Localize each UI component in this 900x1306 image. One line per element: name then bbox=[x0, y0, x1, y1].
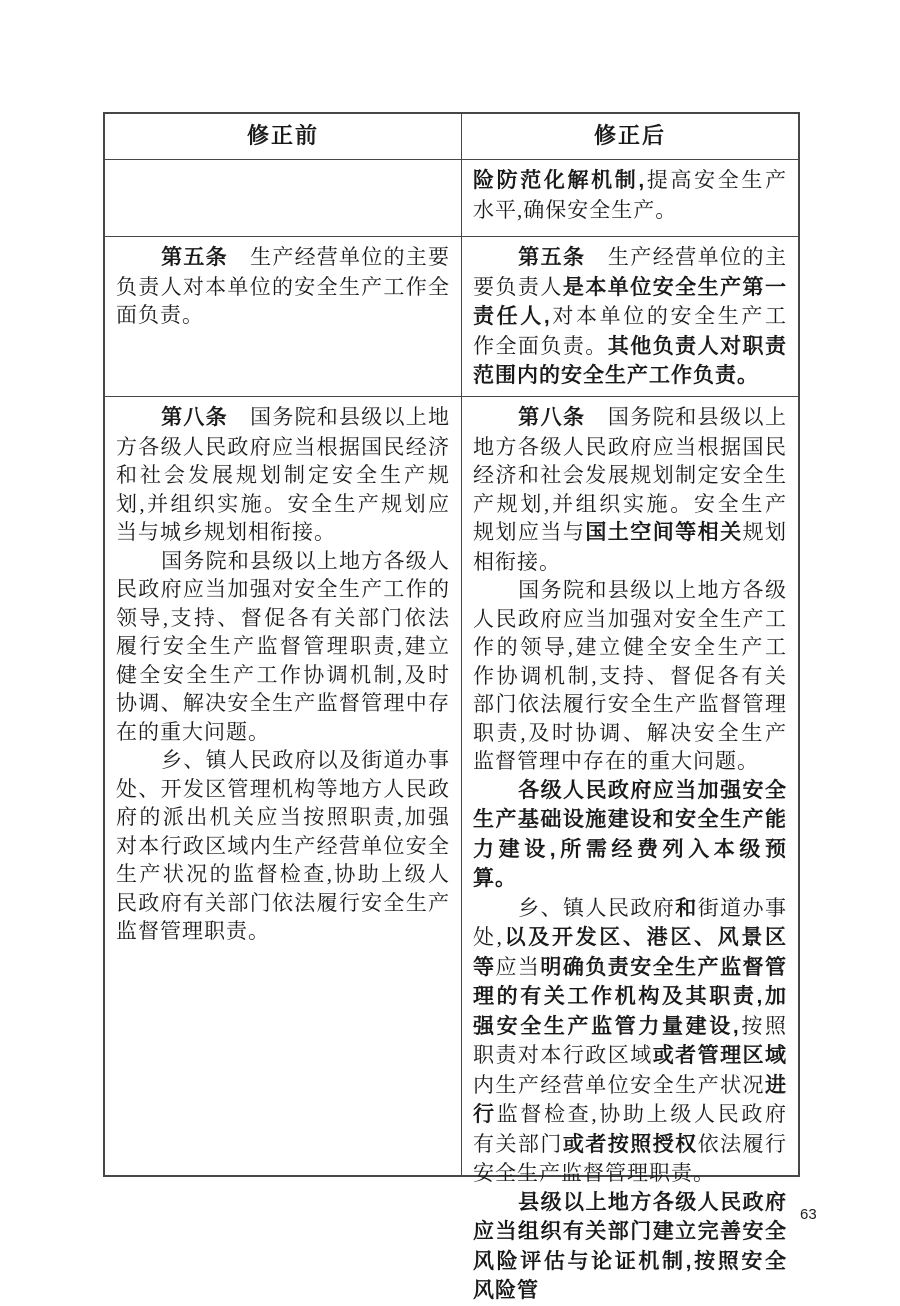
amended-text-run: 或者管理区域 bbox=[652, 1044, 788, 1067]
table-header-after: 修正后 bbox=[462, 114, 798, 160]
paragraph bbox=[116, 746, 450, 946]
amended-text-run: 第五条 bbox=[518, 246, 586, 269]
page-number: 63 bbox=[800, 1206, 817, 1223]
text-run: 提高安全生产水平,确保安全生产。 bbox=[473, 168, 787, 222]
text-run: 国务院和县级以上地方各级人民政府应当根据国民经济和社会发展规划制定安全生产规划,并组织实施。安全生产规划应当与 bbox=[473, 405, 788, 544]
amended-text-run: 其他负责人对职责范围内的安全生产工作负责。 bbox=[473, 334, 788, 387]
paragraph bbox=[473, 403, 787, 576]
amended-text-run: 或者按照授权 bbox=[562, 1132, 698, 1156]
amended-text-run: 是本单位安全生产第一责任人, bbox=[473, 275, 788, 328]
paragraph bbox=[116, 243, 450, 330]
text-run: 生产经营单位的主要负责人 bbox=[473, 245, 788, 299]
amended-text-run: 险防范化解机制, bbox=[473, 169, 646, 192]
text-run: 依法履行安全生产监督管理职责。 bbox=[473, 1131, 788, 1185]
table-header-before: 修正前 bbox=[105, 114, 462, 160]
amended-text-run: 第八条 bbox=[518, 406, 586, 429]
amended-text-run: 县级以上地方各级人民政府应当组织有关部门建立完善安全风险评估与论证机制,按照安全风险管 bbox=[473, 1190, 787, 1302]
amended-text-run: 第八条 bbox=[161, 406, 228, 429]
amended-text-run: 各级人民政府应当加强安全生产基础设施建设和安全生产能力建设,所需经费列入本级预算。 bbox=[473, 778, 787, 890]
paragraph bbox=[473, 243, 787, 391]
amended-text-run: 和 bbox=[675, 896, 698, 920]
text-run: 监督检查,协助上级人民政府有关部门 bbox=[473, 1102, 788, 1156]
cell-before-row2 bbox=[105, 237, 462, 397]
text-run: 对本单位的安全生产工作全面负责。 bbox=[473, 304, 787, 358]
paragraph bbox=[116, 403, 450, 547]
text-run: 国务院和县级以上地方各级人民政府应当加强对安全生产工作的领导,建立健全安全生产工作协调机制,支持、督促各有关部门依法履行安全生产监督管理职责,及时协调、解决安全生产监督管理中存在的重大问题。 bbox=[473, 578, 787, 773]
cell-after-row3 bbox=[462, 397, 798, 1302]
text-run: 应当 bbox=[495, 954, 541, 979]
amended-text-run: 进行 bbox=[473, 1073, 787, 1126]
cell-after-row2 bbox=[462, 237, 798, 397]
amended-text-run: 国土空间等相关 bbox=[585, 521, 743, 544]
paragraph bbox=[473, 166, 787, 224]
paragraph bbox=[473, 576, 787, 776]
paragraph bbox=[116, 547, 450, 747]
text-run: 乡、镇人民政府 bbox=[518, 895, 676, 920]
text-run: 街道办事处, bbox=[473, 895, 788, 949]
paragraph bbox=[473, 776, 787, 894]
paragraph bbox=[473, 894, 787, 1188]
amended-text-run: 第五条 bbox=[161, 246, 228, 269]
text-run: 国务院和县级以上地方各级人民政府应当加强对安全生产工作的领导,支持、督促各有关部门依法履行安全生产监督管理职责,建立健全安全生产工作协调机制,及时协调、解决安全生产监督管理中存在的重大问题。 bbox=[116, 548, 450, 744]
text-run: 国务院和县级以上地方各级人民政府应当根据国民经济和社会发展规划制定安全生产规划,并组织实施。安全生产规划应当与城乡规划相衔接。 bbox=[116, 405, 451, 544]
amended-text-run: 明确负责安全生产监督管理的有关工作机构及其职责,加强安全生产监管力量建设, bbox=[473, 955, 788, 1038]
comparison-table bbox=[103, 112, 800, 1302]
text-run: 按照职责对本行政区域 bbox=[473, 1013, 788, 1067]
cell-after-row1 bbox=[462, 160, 798, 237]
text-run: 规划相衔接。 bbox=[473, 520, 788, 574]
text-run: 乡、镇人民政府以及街道办事处、开发区管理机构等地方人民政府的派出机关应当按照职责,加强对本行政区域内生产经营单位安全生产状况的监督检查,协助上级人民政府有关部门依法履行安全生产监督管理职责。 bbox=[116, 748, 450, 943]
cell-before-row1 bbox=[105, 160, 462, 237]
text-run: 生产经营单位的主要负责人对本单位的安全生产工作全面负责。 bbox=[116, 245, 451, 327]
amended-text-run: 以及开发区、港区、风景区等 bbox=[473, 926, 788, 979]
cell-before-row3 bbox=[105, 397, 462, 1175]
paragraph bbox=[473, 1188, 787, 1306]
text-run: 内生产经营单位安全生产状况 bbox=[473, 1072, 765, 1097]
